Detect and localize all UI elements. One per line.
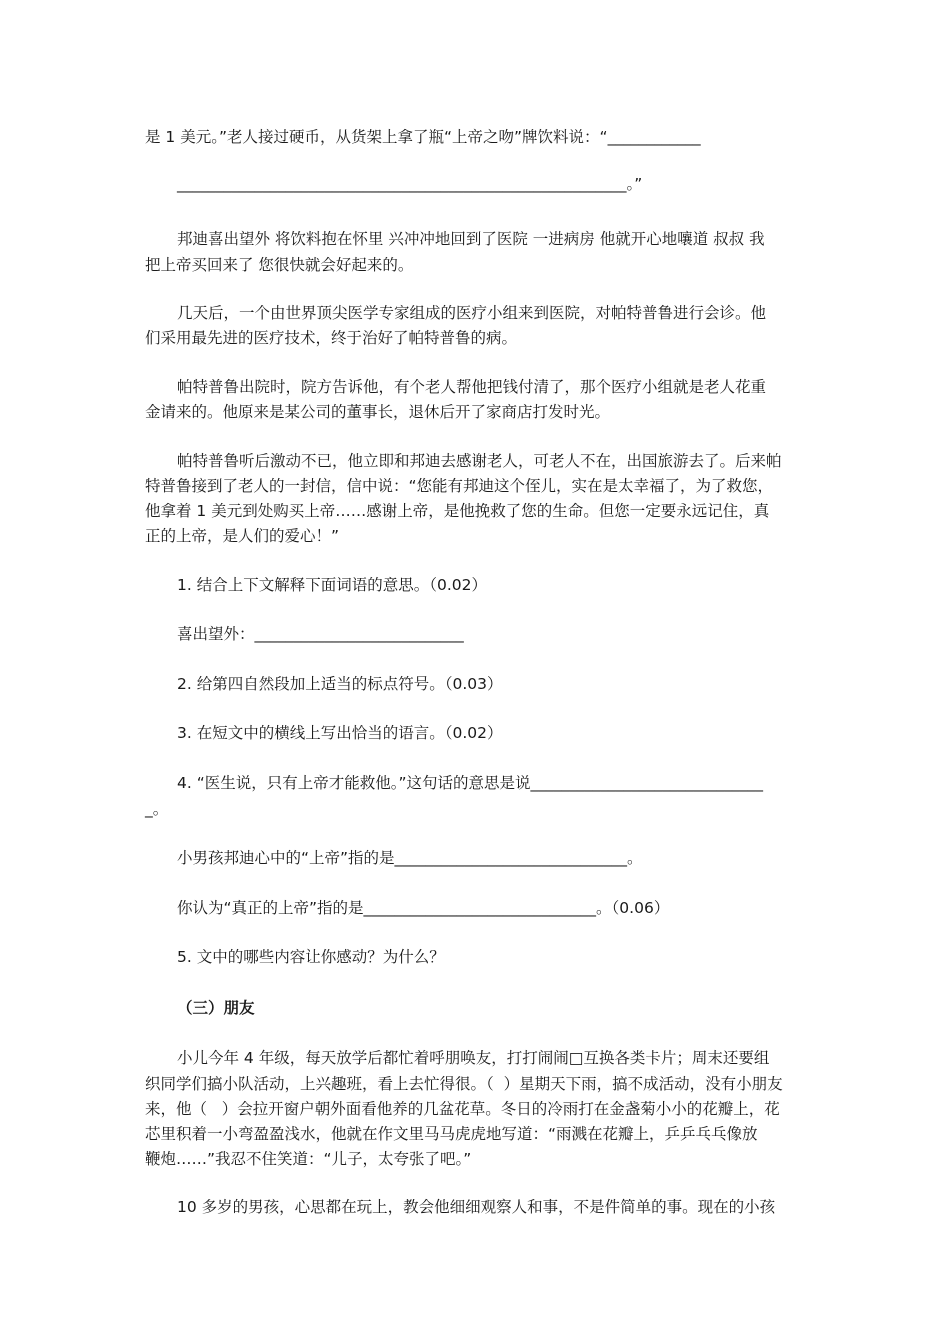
story-p5-line-4: 正的上帝，是人们的爱心！” [145, 527, 340, 545]
section3-p1-line-1: 小儿今年 4 年级，每天放学后都忙着呼朋唤友，打打闹闹□互换各类卡片；周末还要组 [177, 1049, 770, 1067]
section3-p1-line-3: 来，他（ ）会拉开窗户朝外面看他养的几盆花草。冬日的冷雨打在金盏菊小小的花瓣上，花 [145, 1100, 780, 1118]
question-4-sub-1: 小男孩邦迪心中的“上帝”指的是______________________________。 [177, 849, 643, 867]
story-p5-line-1: 帕特普鲁听后激动不已，他立即和邦迪去感谢老人，可老人不在，出国旅游去了。后来帕 [177, 452, 782, 470]
story-p4-line-1: 帕特普鲁出院时，院方告诉他，有个老人帮他把钱付清了，那个医疗小组就是老人花重 [177, 378, 767, 396]
story-p5-line-3: 他拿着 1 美元到处购买上帝……感谢上帝，是他挽救了您的生命。但您一定要永远记住，真 [145, 502, 770, 520]
section3-p1-line-4: 芯里积着一小弯盈盈浅水，他就在作文里马马虎虎地写道：“雨溅在花瓣上，乒乒乓乓像放 [145, 1125, 758, 1143]
question-2: 2. 给第四自然段加上适当的标点符号。（0.03） [177, 675, 503, 693]
story-p5-line-2: 特普鲁接到了老人的一封信，信中说：“您能有邦迪这个侄儿，实在是太幸福了，为了救您， [145, 477, 774, 495]
section3-p2-line-1: 10 多岁的男孩，心思都在玩上，教会他细细观察人和事，不是件简单的事。现在的小孩 [177, 1198, 776, 1216]
story-p2-line-2: 把上帝买回来了 您很快就会好起来的。 [145, 256, 414, 274]
story-p1-line-1: 是 1 美元。”老人接过硬币，从货架上拿了瓶“上帝之吻”牌饮料说：“____________ [145, 128, 701, 146]
question-1-blank: 喜出望外：___________________________ [177, 625, 464, 643]
section-title: （三）朋友 [177, 999, 255, 1017]
question-4-sub-2: 你认为“真正的上帝”指的是______________________________。（0.06） [177, 899, 670, 917]
question-5: 5. 文中的哪些内容让你感动？为什么？ [177, 948, 445, 966]
story-p3-line-2: 们采用最先进的医疗技术，终于治好了帕特普鲁的病。 [145, 329, 518, 347]
question-4-line-2: _。 [145, 800, 169, 818]
section3-p1-line-2: 织同学们搞小队活动，上兴趣班，看上去忙得很。（ ）星期天下雨，搞不成活动，没有小朋友 [145, 1075, 783, 1093]
story-p1-line-2: __________________________________________________________。” [177, 175, 643, 193]
story-p2-line-1: 邦迪喜出望外 将饮料抱在怀里 兴冲冲地回到了医院 一进病房 他就开心地嚷道 叔叔 我 [177, 230, 765, 248]
question-4-line-1: 4. “医生说，只有上帝才能救他。”这句话的意思是说______________________________ [177, 774, 764, 792]
story-p4-line-2: 金请来的。他原来是某公司的董事长，退休后开了家商店打发时光。 [145, 403, 611, 421]
story-p3-line-1: 几天后，一个由世界顶尖医学专家组成的医疗小组来到医院，对帕特普鲁进行会诊。他 [177, 304, 767, 322]
question-1: 1. 结合上下文解释下面词语的意思。（0.02） [177, 576, 487, 594]
section3-p1-line-5: 鞭炮……”我忍不住笑道：“儿子，太夸张了吧。” [145, 1150, 472, 1168]
question-3: 3. 在短文中的横线上写出恰当的语言。（0.02） [177, 724, 503, 742]
